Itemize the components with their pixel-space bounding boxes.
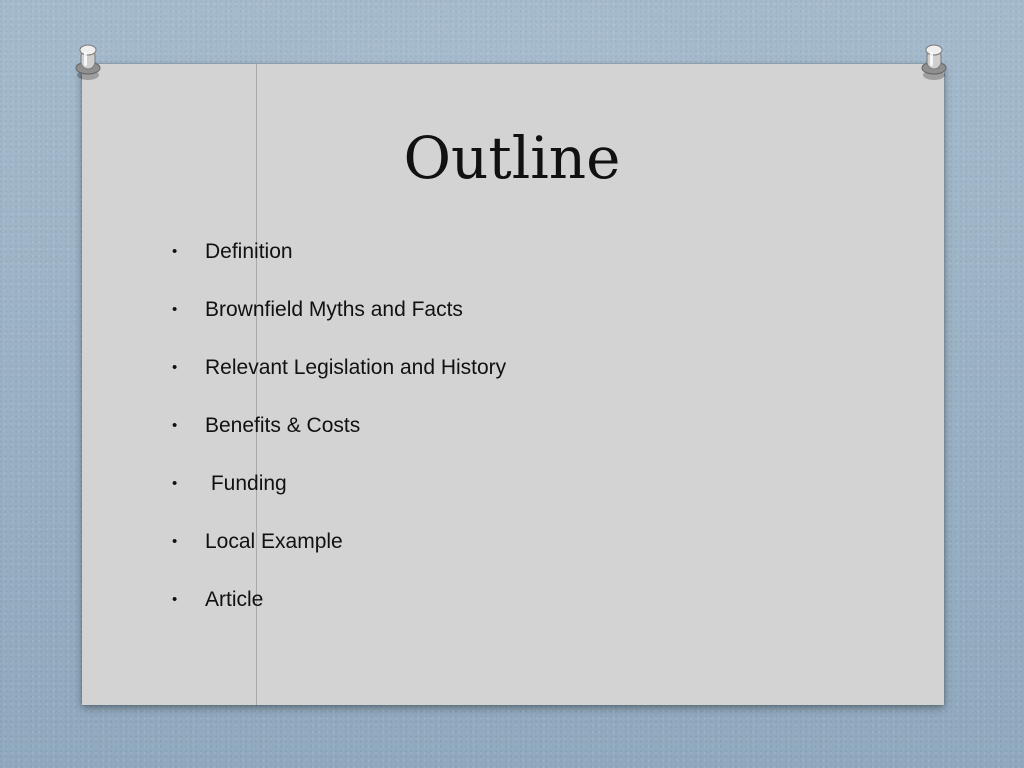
slide-title: Outline — [403, 124, 621, 192]
bullet-icon: • — [172, 417, 178, 434]
outline-item — [172, 410, 506, 468]
outline-item — [172, 584, 506, 642]
outline-item-text: Relevant Legislation and History — [205, 356, 507, 379]
outline-item — [172, 294, 506, 352]
pushpin-icon — [914, 40, 954, 84]
outline-item — [172, 352, 506, 410]
outline-item — [172, 526, 506, 584]
pushpin-icon — [68, 40, 108, 84]
outline-item — [172, 468, 506, 526]
outline-item — [172, 236, 506, 294]
bullet-icon: • — [172, 475, 178, 492]
bullet-icon: • — [172, 301, 178, 318]
bullet-icon: • — [172, 359, 178, 376]
outline-item-text: Benefits & Costs — [205, 414, 361, 437]
bullet-icon: • — [172, 243, 178, 260]
bullet-icon: • — [172, 533, 178, 550]
outline-item-text: Funding — [205, 472, 287, 495]
outline-item-text: Brownfield Myths and Facts — [205, 298, 463, 321]
outline-item-text: Definition — [205, 240, 293, 263]
outline-item-text: Local Example — [205, 530, 343, 553]
bullet-icon: • — [172, 591, 178, 608]
outline-item-text: Article — [205, 588, 264, 611]
outline-list — [172, 236, 506, 642]
